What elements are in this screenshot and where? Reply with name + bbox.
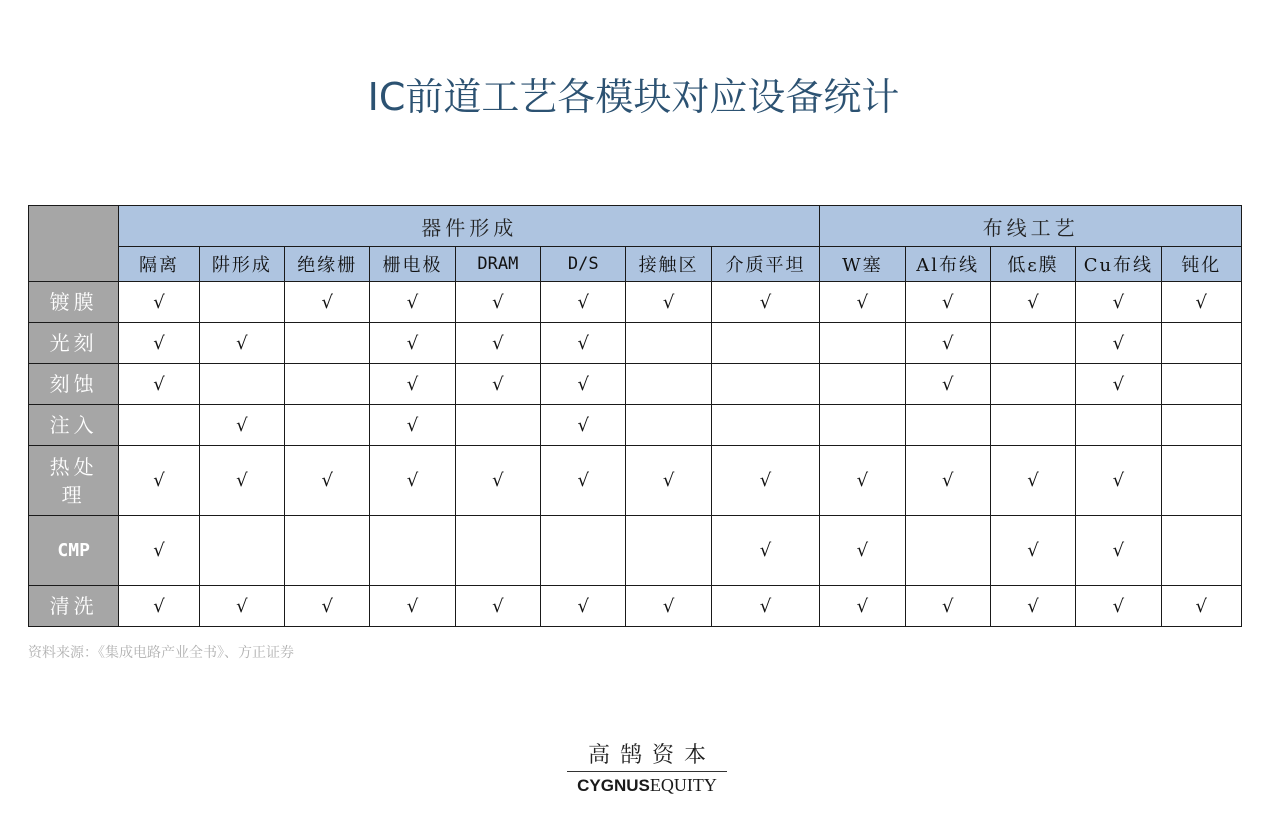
empty-cell	[1161, 364, 1241, 405]
row-header: 光刻	[29, 323, 119, 364]
column-header: 介质平坦	[711, 247, 819, 282]
column-header: 栅电极	[370, 247, 455, 282]
check-mark-cell: √	[455, 323, 540, 364]
source-note: 资料来源：《集成电路产业全书》、方正证券	[28, 645, 294, 661]
column-header: DRAM	[455, 247, 540, 282]
empty-cell	[370, 516, 455, 586]
check-mark-cell: √	[119, 323, 199, 364]
check-mark-cell: √	[541, 364, 626, 405]
check-mark-cell: √	[541, 586, 626, 627]
column-header: Al布线	[905, 247, 990, 282]
check-mark-cell: √	[370, 586, 455, 627]
empty-cell	[1161, 323, 1241, 364]
check-mark-cell: √	[370, 364, 455, 405]
page-title: IC前道工艺各模块对应设备统计	[367, 75, 900, 119]
empty-cell	[455, 516, 540, 586]
table-corner	[29, 206, 119, 282]
check-mark-cell: √	[541, 323, 626, 364]
check-mark-cell: √	[905, 364, 990, 405]
table-row	[29, 282, 1242, 323]
empty-cell	[1161, 405, 1241, 446]
check-mark-cell: √	[711, 516, 819, 586]
check-mark-cell: √	[370, 405, 455, 446]
check-mark-cell: √	[1076, 323, 1161, 364]
table-row	[29, 446, 1242, 516]
check-mark-cell: √	[455, 446, 540, 516]
row-header: CMP	[29, 516, 119, 586]
check-mark-cell: √	[990, 586, 1075, 627]
check-mark-cell: √	[541, 405, 626, 446]
check-mark-cell: √	[119, 586, 199, 627]
empty-cell	[990, 405, 1075, 446]
check-mark-cell: √	[1076, 586, 1161, 627]
check-mark-cell: √	[820, 282, 905, 323]
check-mark-cell: √	[119, 364, 199, 405]
check-mark-cell: √	[285, 586, 370, 627]
row-header: 注入	[29, 405, 119, 446]
empty-cell	[711, 364, 819, 405]
logo-divider	[567, 771, 727, 772]
empty-cell	[119, 405, 199, 446]
check-mark-cell: √	[905, 323, 990, 364]
check-mark-cell: √	[370, 323, 455, 364]
table-body	[29, 282, 1242, 627]
empty-cell	[626, 405, 711, 446]
empty-cell	[711, 323, 819, 364]
equipment-table	[28, 205, 1242, 627]
empty-cell	[285, 516, 370, 586]
empty-cell	[199, 282, 284, 323]
check-mark-cell: √	[119, 446, 199, 516]
empty-cell	[990, 364, 1075, 405]
column-header: 阱形成	[199, 247, 284, 282]
check-mark-cell: √	[285, 282, 370, 323]
table-row	[29, 364, 1242, 405]
check-mark-cell: √	[455, 282, 540, 323]
group-header-wiring: 布线工艺	[820, 206, 1242, 247]
empty-cell	[199, 516, 284, 586]
check-mark-cell: √	[455, 586, 540, 627]
check-mark-cell: √	[711, 282, 819, 323]
empty-cell	[626, 516, 711, 586]
empty-cell	[1076, 405, 1161, 446]
empty-cell	[905, 516, 990, 586]
check-mark-cell: √	[1076, 446, 1161, 516]
check-mark-cell: √	[820, 586, 905, 627]
check-mark-cell: √	[199, 405, 284, 446]
row-header: 镀膜	[29, 282, 119, 323]
check-mark-cell: √	[1161, 282, 1241, 323]
check-mark-cell: √	[119, 282, 199, 323]
row-header: 热处理	[29, 446, 119, 516]
empty-cell	[285, 364, 370, 405]
check-mark-cell: √	[990, 446, 1075, 516]
check-mark-cell: √	[455, 364, 540, 405]
empty-cell	[626, 323, 711, 364]
check-mark-cell: √	[1076, 364, 1161, 405]
check-mark-cell: √	[820, 516, 905, 586]
check-mark-cell: √	[285, 446, 370, 516]
check-mark-cell: √	[626, 586, 711, 627]
column-header: 钝化	[1161, 247, 1241, 282]
check-mark-cell: √	[119, 516, 199, 586]
column-header-row	[29, 247, 1242, 282]
check-mark-cell: √	[820, 446, 905, 516]
column-header: 接触区	[626, 247, 711, 282]
check-mark-cell: √	[990, 282, 1075, 323]
column-header: 隔离	[119, 247, 199, 282]
row-header: 刻蚀	[29, 364, 119, 405]
empty-cell	[285, 405, 370, 446]
table-row	[29, 586, 1242, 627]
check-mark-cell: √	[370, 446, 455, 516]
empty-cell	[820, 323, 905, 364]
row-header: 清洗	[29, 586, 119, 627]
check-mark-cell: √	[1076, 282, 1161, 323]
empty-cell	[285, 323, 370, 364]
column-header: D/S	[541, 247, 626, 282]
check-mark-cell: √	[626, 282, 711, 323]
check-mark-cell: √	[905, 586, 990, 627]
empty-cell	[711, 405, 819, 446]
check-mark-cell: √	[541, 282, 626, 323]
check-mark-cell: √	[711, 586, 819, 627]
column-header: 低ε膜	[990, 247, 1075, 282]
check-mark-cell: √	[370, 282, 455, 323]
group-header-device: 器件形成	[119, 206, 820, 247]
check-mark-cell: √	[905, 282, 990, 323]
logo-english-regular: EQUITY	[649, 775, 717, 795]
check-mark-cell: √	[199, 446, 284, 516]
empty-cell	[541, 516, 626, 586]
check-mark-cell: √	[711, 446, 819, 516]
empty-cell	[1161, 446, 1241, 516]
check-mark-cell: √	[1076, 516, 1161, 586]
check-mark-cell: √	[199, 323, 284, 364]
table-row	[29, 405, 1242, 446]
logo-english	[567, 774, 727, 797]
column-header: 绝缘栅	[285, 247, 370, 282]
empty-cell	[990, 323, 1075, 364]
check-mark-cell: √	[990, 516, 1075, 586]
empty-cell	[820, 405, 905, 446]
check-mark-cell: √	[199, 586, 284, 627]
column-header: W塞	[820, 247, 905, 282]
empty-cell	[1161, 516, 1241, 586]
logo-chinese: 高鹄资本	[587, 743, 716, 768]
logo-english-bold: CYGNUS	[577, 776, 650, 795]
empty-cell	[905, 405, 990, 446]
empty-cell	[199, 364, 284, 405]
column-header: Cu布线	[1076, 247, 1161, 282]
empty-cell	[626, 364, 711, 405]
empty-cell	[820, 364, 905, 405]
table-row	[29, 516, 1242, 586]
empty-cell	[455, 405, 540, 446]
check-mark-cell: √	[626, 446, 711, 516]
logo	[567, 742, 727, 797]
check-mark-cell: √	[541, 446, 626, 516]
check-mark-cell: √	[905, 446, 990, 516]
check-mark-cell: √	[1161, 586, 1241, 627]
table-row	[29, 323, 1242, 364]
